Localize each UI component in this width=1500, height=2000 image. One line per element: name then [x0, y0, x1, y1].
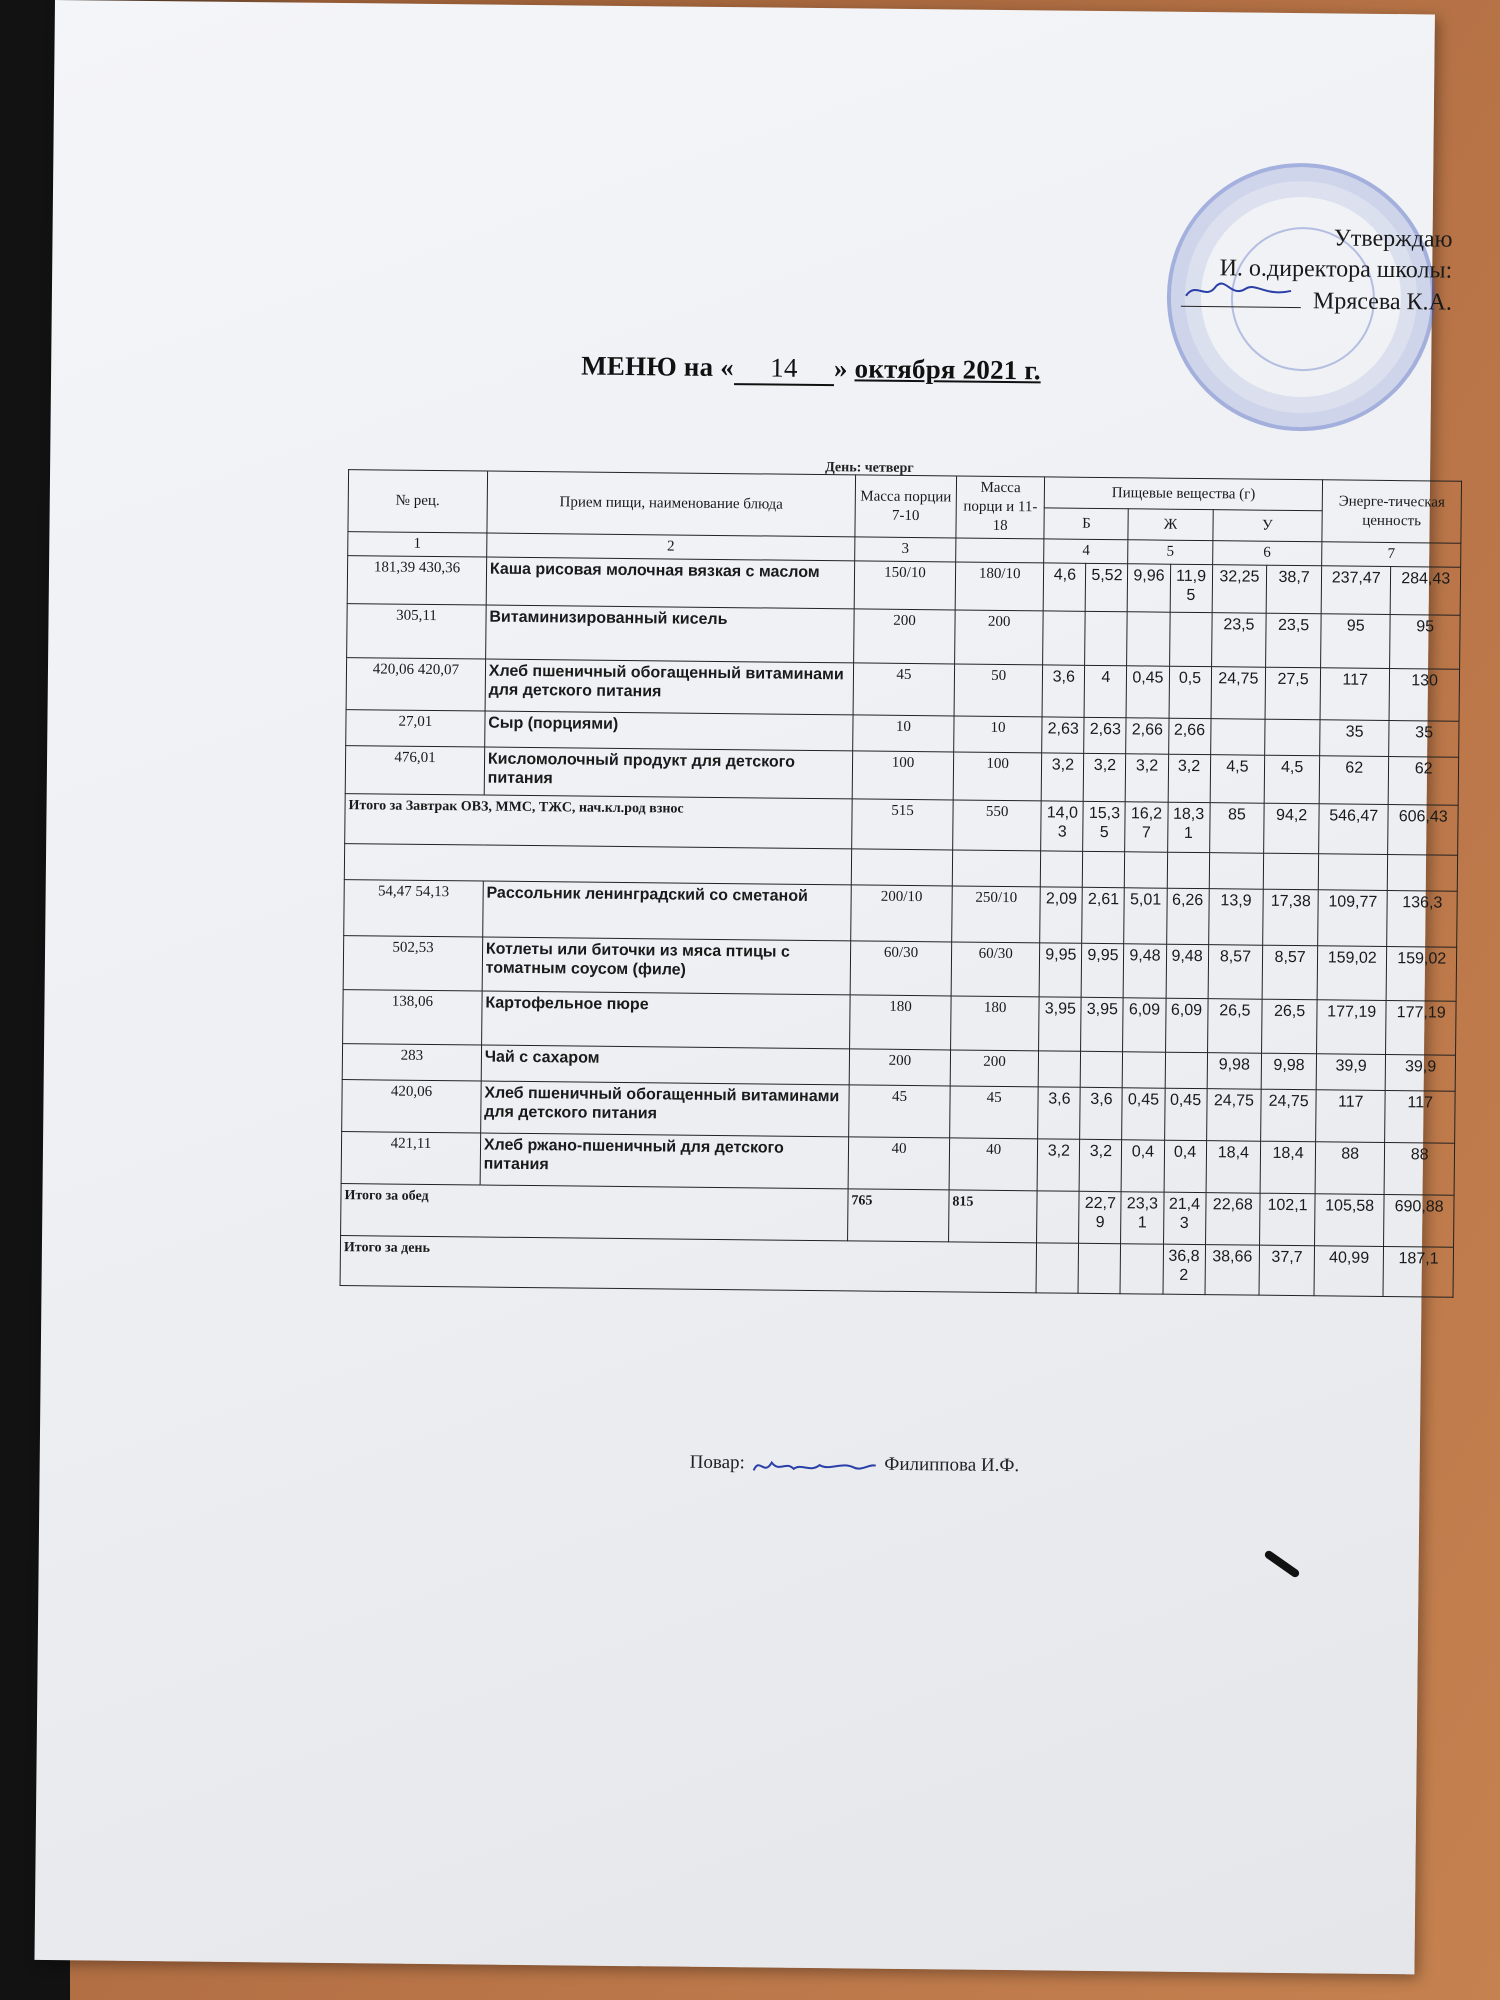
recipe-number: 502,53 — [343, 936, 482, 991]
cook-label: Повар: — [689, 1451, 745, 1474]
header-u: У — [1212, 510, 1322, 542]
empty-cell — [851, 849, 952, 886]
empty-cell — [1041, 851, 1083, 887]
mass-11-18: 200 — [950, 1050, 1039, 1087]
value-cell: 6,09 — [1123, 998, 1166, 1052]
value-cell: 23,5 — [1211, 613, 1266, 668]
value-cell: 35 — [1320, 720, 1390, 757]
value-cell — [1210, 719, 1265, 756]
total-value: 94,2 — [1264, 803, 1319, 854]
total-value: 22,68 — [1205, 1193, 1260, 1246]
total-mass-7-10: 515 — [852, 799, 953, 850]
mass-11-18: 180/10 — [955, 562, 1044, 611]
recipe-number: 283 — [342, 1044, 481, 1081]
total-value: 187,1 — [1383, 1246, 1453, 1297]
mass-7-10: 200 — [854, 609, 956, 664]
value-cell: 3,2 — [1079, 1139, 1122, 1191]
mass-11-18: 180 — [951, 996, 1040, 1051]
value-cell: 3,2 — [1041, 753, 1084, 801]
recipe-number: 27,01 — [346, 710, 485, 747]
header-num: № рец. — [348, 470, 487, 533]
day-label: День: четверг — [825, 460, 914, 477]
header-mass-11-18: Масса порци и 11-18 — [956, 476, 1045, 539]
value-cell: 38,7 — [1266, 565, 1321, 614]
empty-cell — [1264, 853, 1319, 890]
value-cell — [1169, 612, 1212, 666]
value-cell: 117 — [1320, 668, 1390, 721]
value-cell: 2,66 — [1168, 718, 1210, 754]
value-cell: 237,47 — [1321, 566, 1391, 615]
value-cell: 117 — [1316, 1090, 1386, 1143]
value-cell: 62 — [1389, 757, 1459, 806]
recipe-number: 476,01 — [345, 746, 484, 795]
total-label: Итого за день — [340, 1236, 1037, 1293]
director-signature — [1181, 284, 1301, 308]
total-value: 105,58 — [1315, 1194, 1385, 1247]
value-cell: 88 — [1315, 1142, 1385, 1195]
value-cell: 8,57 — [1262, 945, 1317, 1000]
value-cell: 32,25 — [1212, 565, 1267, 614]
dish-name: Каша рисовая молочная вязкая с маслом — [486, 557, 855, 609]
value-cell: 26,5 — [1207, 999, 1262, 1054]
value-cell — [1039, 1051, 1081, 1087]
total-mass-11-18: 550 — [953, 800, 1042, 851]
recipe-number: 421,11 — [341, 1132, 480, 1185]
value-cell: 284,43 — [1391, 567, 1461, 616]
total-value — [1037, 1191, 1080, 1243]
menu-document — [34, 0, 1453, 1974]
dish-name: Сыр (порциями) — [485, 711, 854, 751]
mass-7-10: 200/10 — [851, 885, 953, 942]
total-value: 22,79 — [1079, 1191, 1122, 1243]
total-value: 606,43 — [1388, 805, 1458, 856]
cook-name: Филиппова И.Ф. — [884, 1453, 1020, 1477]
value-cell: 109,77 — [1318, 890, 1388, 947]
dish-name: Котлеты или биточки из мяса птицы с томатным соусом (филе) — [482, 937, 851, 995]
value-cell: 24,75 — [1261, 1089, 1316, 1142]
approval-block — [1112, 221, 1453, 319]
header-nutrients: Пищевые вещества (г) — [1045, 477, 1323, 511]
value-cell: 3,95 — [1039, 997, 1082, 1051]
total-value: 40,99 — [1314, 1246, 1384, 1297]
mass-7-10: 100 — [852, 751, 953, 800]
mass-7-10: 45 — [849, 1085, 951, 1138]
total-value: 23,31 — [1121, 1192, 1164, 1244]
value-cell: 4,5 — [1264, 755, 1319, 804]
approval-position: И. о.директора школы: — [1219, 255, 1453, 284]
value-cell: 2,61 — [1082, 887, 1125, 943]
value-cell: 3,6 — [1042, 665, 1085, 717]
header-mass-7-10: Масса порции 7-10 — [855, 475, 957, 538]
mass-11-18: 45 — [950, 1086, 1039, 1139]
mass-11-18: 60/30 — [951, 942, 1040, 997]
value-cell: 26,5 — [1262, 999, 1317, 1054]
recipe-number: 420,06 420,07 — [346, 658, 485, 711]
total-value — [1120, 1244, 1163, 1294]
value-cell: 24,75 — [1206, 1089, 1261, 1142]
total-value: 546,47 — [1319, 804, 1389, 855]
value-cell: 9,48 — [1124, 944, 1167, 998]
total-value — [1036, 1243, 1079, 1293]
value-cell: 2,63 — [1084, 717, 1126, 753]
total-label: Итого за обед — [341, 1184, 849, 1241]
total-mass-7-10: 765 — [848, 1189, 950, 1242]
value-cell: 8,57 — [1208, 945, 1263, 1000]
empty-cell — [1125, 852, 1167, 888]
value-cell: 4 — [1084, 665, 1127, 717]
value-cell: 9,95 — [1082, 943, 1125, 997]
dish-name: Картофельное пюре — [481, 991, 850, 1049]
value-cell — [1127, 612, 1170, 666]
value-cell: 159,02 — [1387, 947, 1457, 1002]
value-cell: 0,45 — [1126, 666, 1169, 718]
value-cell: 0,4 — [1122, 1140, 1165, 1192]
mass-11-18: 250/10 — [952, 886, 1041, 943]
value-cell — [1265, 719, 1320, 756]
cook-line — [690, 1452, 1020, 1477]
total-value — [1078, 1243, 1121, 1293]
total-value: 37,7 — [1259, 1245, 1314, 1296]
value-cell: 27,5 — [1265, 667, 1320, 720]
total-value: 36,82 — [1163, 1244, 1206, 1294]
mass-11-18: 100 — [953, 752, 1042, 801]
header-energy: Энерге-тическая ценность — [1322, 480, 1462, 543]
mass-11-18: 10 — [954, 716, 1043, 753]
value-cell: 13,9 — [1208, 889, 1263, 946]
value-cell: 2,63 — [1042, 717, 1084, 753]
value-cell: 117 — [1385, 1090, 1455, 1143]
value-cell: 4,6 — [1043, 563, 1086, 611]
total-value: 102,1 — [1260, 1193, 1315, 1246]
value-cell: 3,2 — [1037, 1139, 1080, 1191]
value-cell: 39,9 — [1386, 1054, 1456, 1091]
value-cell: 0,45 — [1122, 1088, 1165, 1140]
recipe-number: 181,39 430,36 — [347, 556, 486, 605]
value-cell: 3,95 — [1081, 997, 1124, 1051]
dish-name: Рассольник ленинградский со сметаной — [483, 881, 852, 941]
title-day: 14 — [734, 352, 834, 386]
empty-cell — [1209, 853, 1264, 890]
mass-11-18: 200 — [955, 610, 1044, 665]
value-cell: 2,09 — [1040, 887, 1083, 943]
value-cell: 95 — [1321, 614, 1391, 669]
value-cell: 6,09 — [1165, 998, 1208, 1052]
value-cell: 39,9 — [1316, 1054, 1386, 1091]
value-cell: 9,98 — [1207, 1053, 1262, 1090]
value-cell — [1123, 1052, 1165, 1088]
total-value: 14,03 — [1041, 801, 1084, 851]
value-cell: 9,48 — [1166, 944, 1209, 998]
value-cell — [1043, 611, 1086, 665]
mass-7-10: 10 — [853, 715, 954, 752]
value-cell: 0,4 — [1164, 1140, 1207, 1192]
header-dish: Прием пищи, наименование блюда — [487, 471, 856, 537]
title-month-year: октября 2021 г. — [854, 353, 1041, 386]
approval-title: Утверждаю — [1333, 225, 1453, 253]
total-label: Итого за Завтрак ОВЗ, ММС, ТЖС, нач.кл.род взнос — [345, 794, 852, 849]
value-cell: 2,66 — [1126, 718, 1168, 754]
column-numbers-row: 1 2 3 4 5 6 7 — [348, 532, 1461, 568]
mass-11-18: 40 — [949, 1138, 1038, 1191]
value-cell: 23,5 — [1266, 613, 1321, 668]
total-value: 15,35 — [1083, 801, 1126, 851]
recipe-number: 54,47 54,13 — [344, 880, 483, 937]
page-title: МЕНЮ на « 14 » октября 2021 г. — [581, 350, 1041, 386]
value-cell: 5,52 — [1086, 563, 1129, 611]
total-value: 21,43 — [1163, 1192, 1206, 1244]
mass-7-10: 150/10 — [854, 561, 955, 610]
value-cell: 130 — [1389, 669, 1459, 722]
value-cell: 177,19 — [1386, 1000, 1456, 1055]
value-cell: 0,5 — [1169, 666, 1212, 718]
value-cell: 3,2 — [1126, 754, 1169, 802]
value-cell: 0,45 — [1164, 1088, 1207, 1140]
total-mass-11-18: 815 — [949, 1190, 1038, 1243]
mass-7-10: 200 — [849, 1049, 950, 1086]
dish-name: Хлеб пшеничный обогащенный витаминами для детского питания — [481, 1081, 850, 1137]
value-cell: 35 — [1389, 721, 1459, 758]
total-value: 38,66 — [1205, 1245, 1260, 1296]
value-cell: 3,2 — [1168, 754, 1211, 802]
empty-cell — [1388, 855, 1458, 892]
value-cell: 4,5 — [1210, 755, 1265, 804]
value-cell — [1081, 1051, 1123, 1087]
value-cell: 9,95 — [1039, 943, 1082, 997]
recipe-number: 305,11 — [347, 604, 486, 659]
value-cell: 24,75 — [1211, 667, 1266, 720]
value-cell: 9,96 — [1128, 564, 1171, 612]
value-cell: 9,98 — [1261, 1053, 1316, 1090]
total-value: 690,88 — [1384, 1194, 1454, 1247]
day-total-row — [340, 1236, 1453, 1298]
dish-name: Хлеб пшеничный обогащенный витаминами для детского питания — [485, 659, 854, 715]
empty-cell — [952, 850, 1041, 887]
value-cell: 5,01 — [1124, 888, 1167, 944]
value-cell: 159,02 — [1317, 946, 1387, 1001]
dish-name: Витаминизированный кисель — [485, 605, 854, 663]
value-cell: 6,26 — [1166, 888, 1209, 944]
recipe-number: 420,06 — [342, 1080, 481, 1133]
value-cell: 177,19 — [1317, 1000, 1387, 1055]
table-header-row — [348, 470, 1461, 513]
dish-name: Хлеб ржано-пшеничный для детского питания — [480, 1133, 849, 1189]
value-cell: 95 — [1390, 615, 1460, 670]
total-value: 16,27 — [1125, 802, 1168, 852]
mass-7-10: 45 — [853, 663, 955, 716]
recipe-number: 138,06 — [343, 990, 482, 1045]
value-cell: 3,6 — [1080, 1087, 1123, 1139]
menu-table — [340, 469, 1462, 1298]
header-b: Б — [1044, 508, 1128, 540]
mass-7-10: 60/30 — [850, 941, 952, 996]
cook-signature — [750, 1454, 880, 1475]
dish-name: Кисломолочный продукт для детского питания — [484, 747, 853, 799]
director-name: Мрясева К.А. — [1312, 288, 1453, 316]
empty-cell — [344, 844, 851, 885]
header-zh: Ж — [1128, 509, 1212, 541]
value-cell — [1085, 611, 1128, 665]
value-cell: 18,4 — [1206, 1141, 1261, 1194]
empty-cell — [1167, 852, 1209, 888]
value-cell: 88 — [1385, 1142, 1455, 1195]
value-cell: 136,3 — [1387, 891, 1457, 948]
empty-cell — [1318, 854, 1388, 891]
mass-7-10: 180 — [850, 995, 952, 1050]
empty-cell — [1083, 851, 1125, 887]
value-cell — [1165, 1052, 1207, 1088]
mass-7-10: 40 — [848, 1137, 950, 1190]
value-cell: 3,2 — [1084, 753, 1127, 801]
value-cell: 62 — [1319, 756, 1389, 805]
value-cell: 3,6 — [1038, 1087, 1081, 1139]
dish-name: Чай с сахаром — [481, 1045, 850, 1085]
value-cell: 11,95 — [1170, 564, 1213, 612]
total-value: 85 — [1209, 803, 1264, 854]
value-cell: 18,4 — [1260, 1141, 1315, 1194]
total-value: 18,31 — [1167, 802, 1210, 852]
value-cell: 17,38 — [1263, 889, 1318, 946]
mass-11-18: 50 — [954, 664, 1043, 717]
